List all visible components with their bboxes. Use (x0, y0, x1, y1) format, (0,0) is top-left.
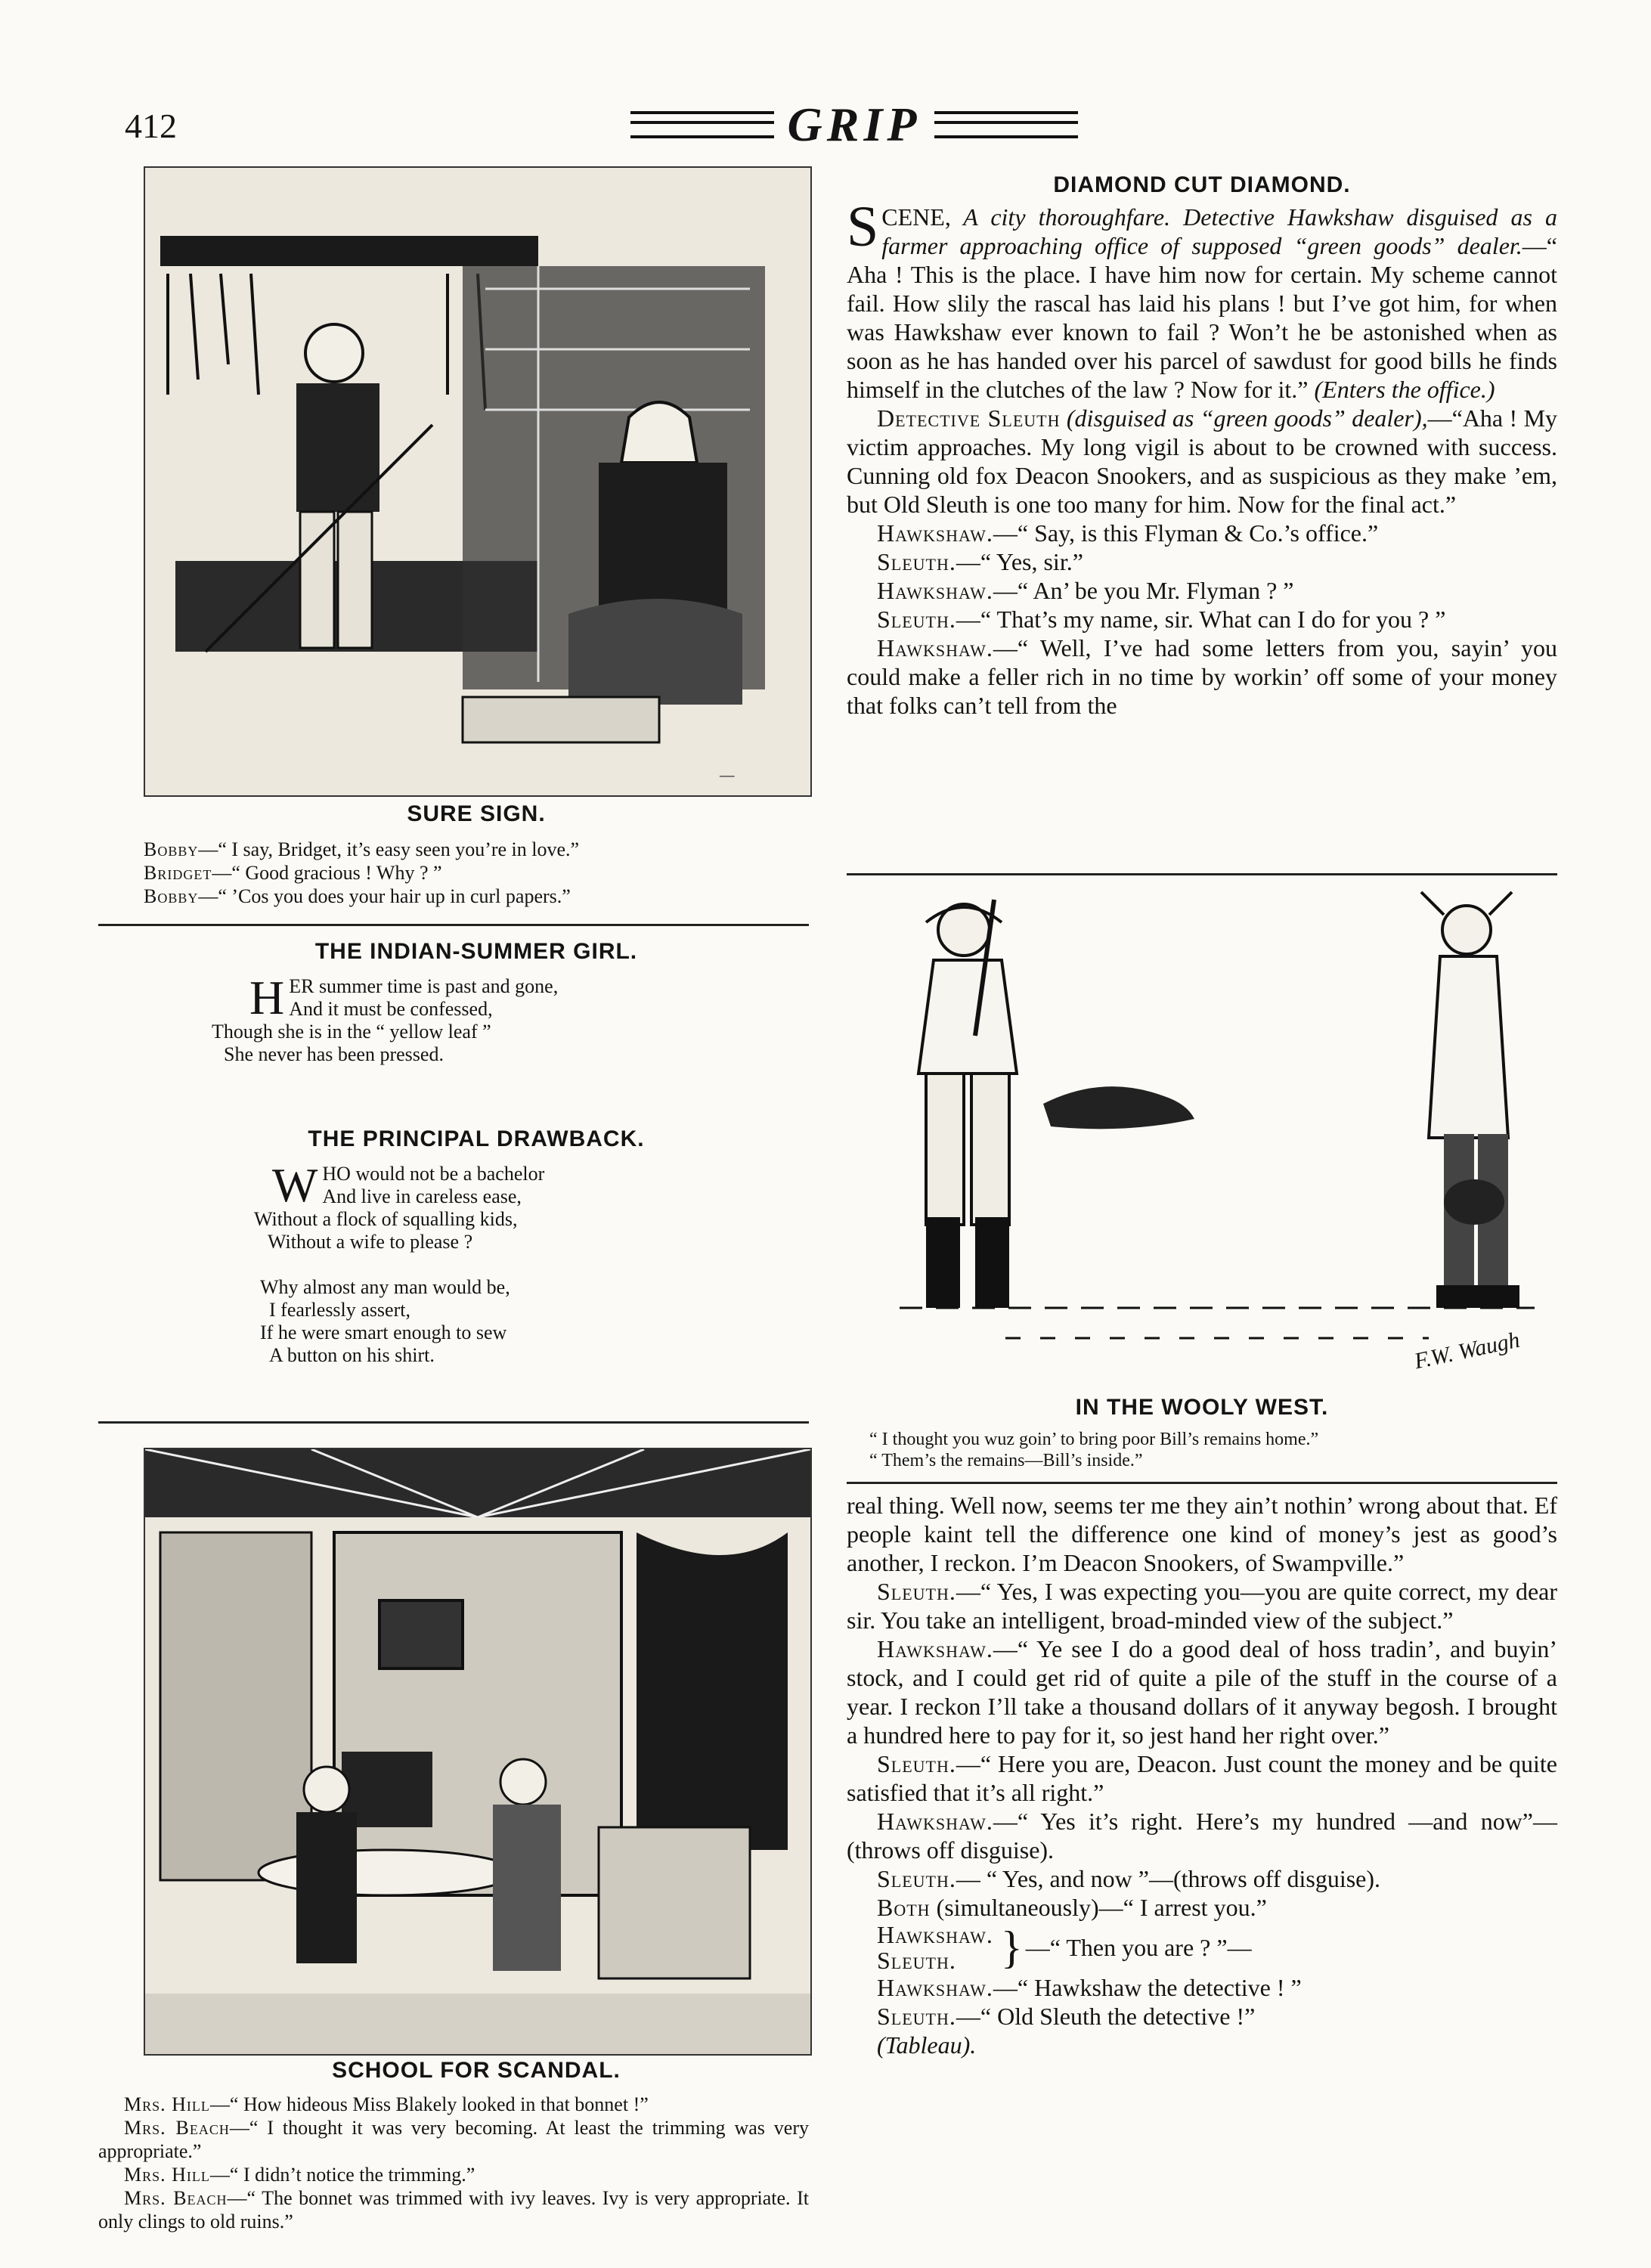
scandal-caption (98, 2093, 809, 2233)
sure-sign-caption (144, 838, 809, 908)
dialogue-line: Sleuth.—“ That’s my name, sir. What can I do for you ? ” (877, 606, 1446, 633)
diamond-heading: DIAMOND CUT DIAMOND. (1053, 172, 1351, 197)
scene-paragraph: SCENE, A city thoroughfare. Detective Hawkshaw disguised as a farmer approaching office of supposed “green goods” dealer.—“ Aha ! This is the place. I have him now for certain. My scheme cannot fail. How slily the rascal has laid his plans ! but I’ve got him, for when was Hawkshaw ever known to fail ? Won’t he be astonished when as soon as he has handed over his parcel of sawdust for good bills he finds himself in the clutches of the law ? Now for it.” (Enters the office.) (847, 195, 1557, 403)
drawback-heading: THE PRINCIPAL DRAWBACK. (308, 1126, 645, 1151)
dialogue-line: Hawkshaw.—“ Hawkshaw the detective ! ” (877, 1974, 1302, 2001)
parlour-scene-drawing (145, 1449, 810, 2054)
sure-sign-heading: SURE SIGN. (407, 801, 546, 826)
masthead (605, 98, 1104, 151)
dialogue-line: Hawkshaw.—“ Ye see I do a good deal of hoss tradin’, and buyin’ stock, and I could get rid of quite a pile of the stuff in the course of a year. I reckon I’ll take a thousand dollars of it anyway begosh. I brought a hundred here to pay for it, so jest hand her right over.” (847, 1635, 1557, 1749)
dialogue-line: Hawkshaw.—“ Say, is this Flyman & Co.’s office.” (877, 519, 1379, 547)
caption-line: Bridget—“ Good gracious ! Why ? ” (144, 862, 442, 884)
divider (98, 924, 809, 926)
dialogue-line: Hawkshaw.—“ Yes it’s right. Here’s my hundred —and now”—(throws off disguise). (847, 1808, 1557, 1864)
divider (847, 873, 1557, 875)
dialogue-line: Hawkshaw.—“ An’ be you Mr. Flyman ? ” (877, 577, 1294, 604)
dialogue-line: Both (simultaneously)—“ I arrest you.” (877, 1894, 1267, 1921)
caption-line: Mrs. Hill—“ I didn’t notice the trimming.” (124, 2164, 475, 2186)
caption-line: Mrs. Beach—“ I thought it was very becoming. At least the trimming was very appropriate.” (98, 2117, 809, 2162)
scandal-heading: SCHOOL FOR SCANDAL. (332, 2058, 621, 2083)
dropcap: W (272, 1158, 318, 1212)
caption-line: “ I thought you wuz goin’ to bring poor Bill’s remains home.” (869, 1430, 1319, 1449)
svg-text:—: — (720, 765, 735, 784)
kitchen-scene-drawing (145, 168, 810, 795)
cowboy-scene-drawing (854, 885, 1550, 1399)
indian-summer-heading: THE INDIAN-SUMMER GIRL. (314, 939, 638, 964)
dialogue-line: Sleuth.—“ Old Sleuth the detective !” (877, 2003, 1256, 2030)
wooly-signature: F.W. Waugh (1412, 1327, 1522, 1374)
wooly-heading: IN THE WOOLY WEST. (1075, 1395, 1329, 1420)
masthead-title: GRIP (787, 98, 922, 151)
caption-line: “ Them’s the remains—Bill’s inside.” (869, 1451, 1143, 1470)
caption-line: Bobby—“ ’Cos you does your hair up in curl papers.” (144, 885, 571, 907)
wooly-caption (869, 1429, 1550, 1471)
diamond-story-part1 (847, 195, 1558, 720)
indian-summer-poem: H ER summer time is past and gone, And it must be confessed, Though she is in the “ yellow leaf ” She never has been pressed. (212, 971, 559, 1065)
sure-sign-illustration (144, 166, 812, 797)
dropcap: H (249, 971, 285, 1024)
masthead-rule-right (934, 111, 1078, 138)
diamond-story-part2 (847, 1491, 1557, 2059)
dialogue-line: Sleuth.—“ Yes, sir.” (877, 548, 1083, 575)
caption-line: Mrs. Hill—“ How hideous Miss Blakely looked in that bonnet !” (124, 2093, 649, 2115)
dialogue-line: Sleuth.—“ Yes, I was expecting you—you are quite correct, my dear sir. You take an intelligent, broad-minded view of the subject.” (847, 1578, 1557, 1634)
drawback-poem: W HO would not be a bachelor And live in careless ease, Without a flock of squalling kids, Without a wife to please ? Why almost any man would be, I fearlessly assert, If he were smart enough to sew A button on his shirt. (254, 1158, 545, 1366)
dialogue-line: Hawkshaw.—“ Well, I’ve had some letters from you, sayin’ you could make a feller rich in no time by workin’ off some of your money that folks can’t tell from the (847, 634, 1557, 719)
sleuth-intro-paragraph: Detective Sleuth (disguised as “green goods” dealer),—“Aha ! My victim approaches. My long vigil is about to be crowned with success. Cunning old fox Deacon Snookers, and as suspicious as they make ’em, but Old Sleuth is one too many for him. Now for the final act.” (847, 404, 1558, 518)
caption-line: Mrs. Beach—“ The bonnet was trimmed with ivy leaves. Ivy is very appropriate. It only clings to old ruins.” (98, 2187, 809, 2232)
page-number: 412 (125, 107, 177, 145)
divider (847, 1482, 1557, 1484)
school-for-scandal-illustration (144, 1448, 812, 2056)
wooly-west-illustration (854, 885, 1550, 1399)
both-speakers-line: Hawkshaw. Sleuth. } —“ Then you are ? ”— (877, 1921, 1252, 1974)
divider (98, 1421, 809, 1424)
tableau: (Tableau). (877, 2031, 977, 2059)
dialogue-line: Sleuth.— “ Yes, and now ”—(throws off disguise). (877, 1865, 1381, 1892)
brace: } (1000, 1923, 1023, 1972)
dialogue-line: Sleuth.—“ Here you are, Deacon. Just count the money and be quite satisfied that it’s all right.” (847, 1750, 1557, 1806)
masthead-rule-left (630, 111, 774, 138)
dropcap: S (847, 195, 879, 259)
continued-paragraph: real thing. Well now, seems ter me they ain’t nothin’ wrong about that. Ef people kaint tell the difference one kind of money’s jest as good’s another, I reckon. I’m Deacon Snookers, of Swampville.” (847, 1492, 1557, 1576)
caption-line: Bobby—“ I say, Bridget, it’s easy seen you’re in love.” (144, 838, 580, 860)
